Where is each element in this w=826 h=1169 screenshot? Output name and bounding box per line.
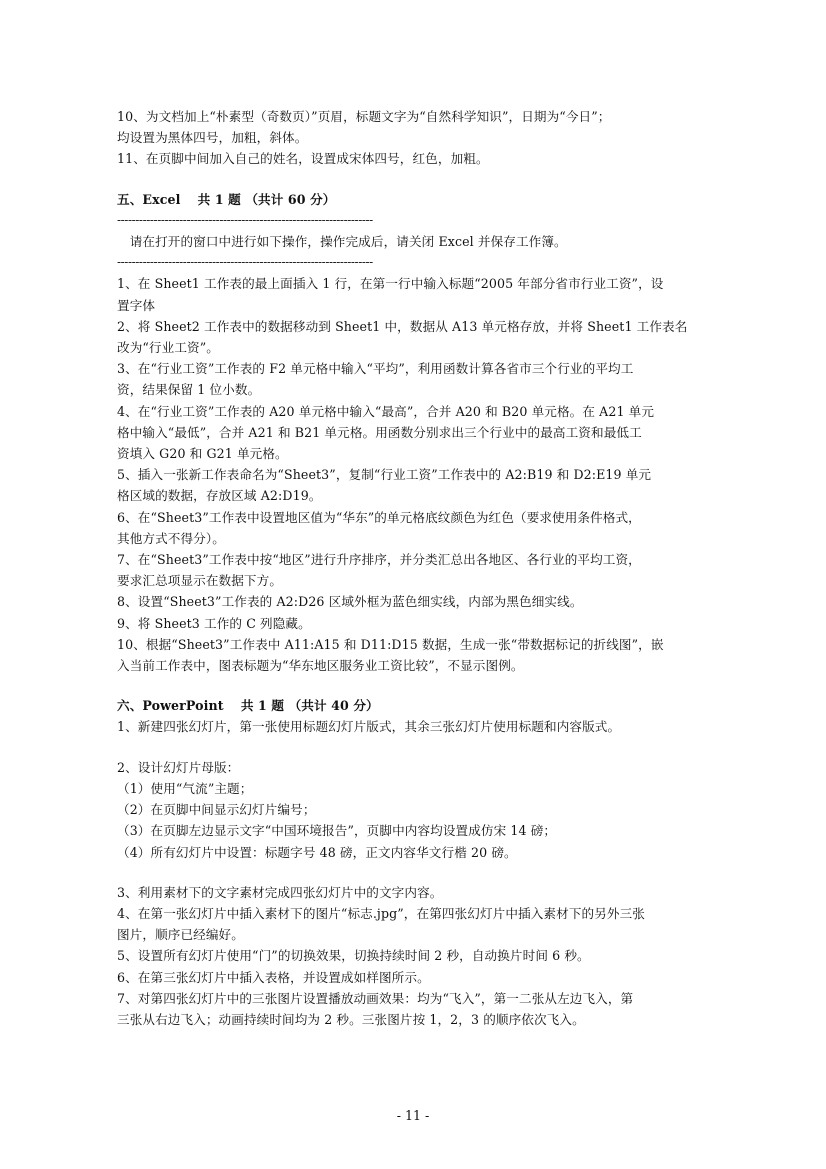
- excel-task-line: 8、设置“Sheet3”工作表的 A2:D26 区域外框为蓝色细实线，内部为黑色细实线。: [117, 594, 583, 610]
- excel-task-line: 2、将 Sheet2 工作表中的数据移动到 Sheet1 中，数据从 A13 单元格存放，并将 Sheet1 工作表名: [117, 318, 688, 334]
- spacer: [117, 738, 729, 757]
- ppt-subtask-line: （2）在页脚中间显示幻灯片编号；: [117, 802, 316, 818]
- excel-task-line: 资填入 G20 和 G21 单元格。: [117, 446, 288, 462]
- excel-task-line: 置字体: [117, 297, 156, 313]
- excel-task-line: 6、在“Sheet3”工作表中设置地区值为“华东”的单元格底纹颜色为红色（要求使用条件格式，: [117, 509, 641, 525]
- spacer: [117, 863, 729, 882]
- excel-task-line: 改为“行业工资”。: [117, 340, 219, 356]
- ppt-subtask-line: （3）在页脚左边显示文字“中国环境报告”，页脚中内容均设置成仿宋 14 磅；: [117, 823, 557, 839]
- excel-task-line: 10、根据“Sheet3”工作表中 A11:A15 和 D11:D15 数据，生成一张“带数据标记的折线图”，嵌: [117, 636, 664, 652]
- ppt-subtask-line: （1）使用“气流”主题；: [117, 780, 253, 796]
- ppt-task-line: 2、设计幻灯片母版：: [117, 759, 240, 775]
- spacer: [117, 170, 729, 189]
- excel-task-line: 5、插入一张新工作表命名为“Sheet3”，复制“行业工资”工作表中的 A2:B19 和 D2:E19 单元: [117, 467, 652, 483]
- ppt-task-line: 6、在第三张幻灯片中插入表格，并设置成如样图所示。: [117, 969, 430, 985]
- excel-task-line: 4、在“行业工资”工作表的 A20 单元格中输入“最高”，合并 A20 和 B20 单元格。在 A21 单元: [117, 403, 655, 419]
- page-content: [117, 106, 729, 1030]
- ppt-task-line: 7、对第四张幻灯片中的三张图片设置播放动画效果：均为“飞入”，第一二张从左边飞入，第: [117, 990, 634, 1006]
- ppt-section-heading: 六、PowerPoint 共 1 题 （共计 40 分）: [117, 698, 379, 714]
- excel-task-line: 格中输入“最低”，合并 A21 和 B21 单元格。用函数分别求出三个行业中的最高工资和最低工: [117, 424, 642, 440]
- excel-task-line: 其他方式不得分）。: [117, 530, 225, 546]
- ppt-task-line: 5、设置所有幻灯片使用“门”的切换效果，切换持续时间 2 秒，自动换片时间 6 秒。: [117, 948, 590, 964]
- excel-task-line: 要求汇总项显示在数据下方。: [117, 573, 283, 589]
- excel-task-line: 3、在“行业工资”工作表的 F2 单元格中输入“平均”，利用函数计算各省市三个行业的平均工: [117, 361, 634, 377]
- excel-instruction: 请在打开的窗口中进行如下操作，操作完成后，请关闭 Excel 并保存工作簿。: [117, 234, 567, 250]
- excel-task-line: 9、将 Sheet3 工作的 C 列隐藏。: [117, 615, 311, 631]
- ppt-task-line: 4、在第一张幻灯片中插入素材下的图片“标志.jpg”，在第四张幻灯片中插入素材下的另外三张: [117, 905, 645, 921]
- excel-task-line: 格区域的数据，存放区域 A2:D19。: [117, 488, 322, 504]
- excel-task-line: 资，结果保留 1 位小数。: [117, 382, 261, 398]
- spacer: [117, 676, 729, 695]
- separator-line: ----------------------------------------------------------------------: [117, 255, 373, 270]
- ppt-task-line: 3、利用素材下的文字素材完成四张幻灯片中的文字内容。: [117, 884, 443, 900]
- page-number: - 11 -: [396, 1108, 430, 1123]
- excel-task-line: 7、在“Sheet3”工作表中按“地区”进行升序排序，并分类汇总出各地区、各行业的平均工资，: [117, 552, 641, 568]
- excel-task-line: 1、在 Sheet1 工作表的最上面插入 1 行，在第一行中输入标题“2005 年部分省市行业工资”，设: [117, 276, 664, 292]
- ppt-task-line: 1、新建四张幻灯片，第一张使用标题幻灯片版式，其余三张幻灯片使用标题和内容版式。: [117, 719, 621, 735]
- ppt-task-line: 图片，顺序已经编好。: [117, 927, 244, 943]
- ppt-subtask-line: （4）所有幻灯片中设置：标题字号 48 磅，正文内容华文行楷 20 磅。: [117, 844, 517, 860]
- word-item-line: 10、为文档加上“朴素型（奇数页）”页眉，标题文字为“自然科学知识”，日期为“今日”；: [117, 109, 611, 124]
- separator-line: ----------------------------------------------------------------------: [117, 212, 373, 227]
- excel-section-heading: 五、Excel 共 1 题 （共计 60 分）: [117, 191, 336, 207]
- excel-task-line: 入当前工作表中，图表标题为“华东地区服务业工资比较”，不显示图例。: [117, 658, 524, 674]
- word-item-line: 11、在页脚中间加入自己的姓名，设置成宋体四号，红色，加粗。: [117, 151, 489, 167]
- word-item-line: 均设置为黑体四号，加粗，斜体。: [117, 130, 308, 146]
- ppt-task-line: 三张从右边飞入；动画持续时间均为 2 秒。三张图片按 1，2，3 的顺序依次飞入。: [117, 1011, 585, 1027]
